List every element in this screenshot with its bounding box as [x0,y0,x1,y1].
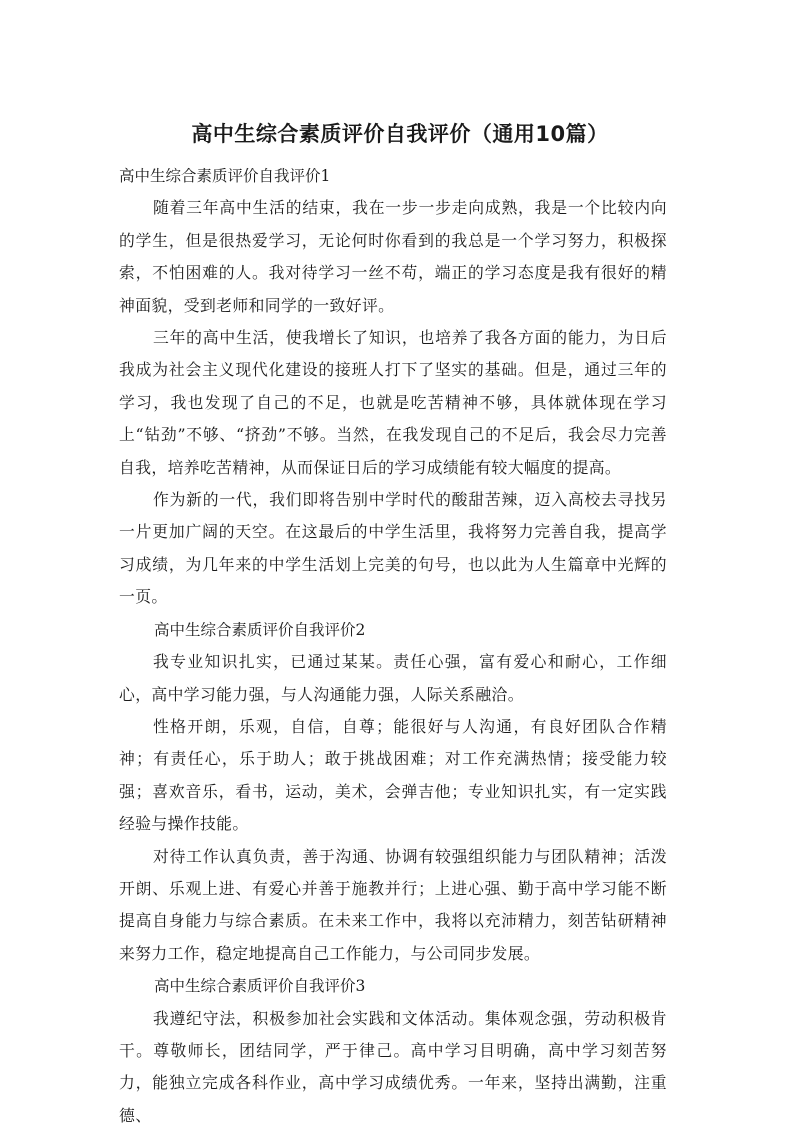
section-heading-1: 高中生综合素质评价自我评价1 [119,167,331,185]
section-3-paragraph-1: 我遵纪守法，积极参加社会实践和文体活动。集体观念强，劳动积极肯干。尊敬师长，团结同学，严于律己。高中学习目明确，高中学习刻苦努力，能独立完成各科作业，高中学习成绩优秀。一年来，坚持出满勤，注重德、 [119,1008,667,1125]
section-1-paragraph-1: 随着三年高中生活的结束，我在一步一步走向成熟，我是一个比较内向的学生，但是很热爱学习，无论何时你看到的我总是一个学习努力，积极探索，不怕困难的人。我对待学习一丝不苟，端正的学习态度是我有很好的精神面貌，受到老师和同学的一致好评。 [119,198,667,315]
section-2-paragraph-1: 我专业知识扎实，已通过某某。责任心强，富有爱心和耐心，工作细心，高中学习能力强，与人沟通能力强，人际关系融洽。 [119,652,667,704]
document-title: 高中生综合素质评价自我评价（通用10篇） [191,122,609,146]
section-heading-2: 高中生综合素质评价自我评价2 [154,620,366,639]
section-1-paragraph-2: 三年的高中生活，使我增长了知识，也培养了我各方面的能力，为日后我成为社会主义现代化建设的接班人打下了坚实的基础。但是，通过三年的学习，我也发现了自己的不足，也就是吃苦精神不够，具体就体现在学习上“钻劲”不够、“挤劲”不够。当然，在我发现自己的不足后，我会尽力完善自我，培养吃苦精神，从而保证日后的学习成绩能有较大幅度的提高。 [119,328,667,477]
section-1-paragraph-3: 作为新的一代，我们即将告别中学时代的酸甜苦辣，迈入高校去寻找另一片更加广阔的天空。在这最后的中学生活里，我将努力完善自我，提高学习成绩，为几年来的中学生活划上完美的句号，也以此为人生篇章中光辉的一页。 [119,490,667,607]
section-2-paragraph-2: 性格开朗，乐观，自信，自尊；能很好与人沟通，有良好团队合作精神；有责任心，乐于助人；敢于挑战困难；对工作充满热情；接受能力较强；喜欢音乐，看书，运动，美术，会弹吉他；专业知识扎实，有一定实践经验与操作技能。 [119,716,667,834]
section-2-paragraph-3: 对待工作认真负责，善于沟通、协调有较强组织能力与团队精神；活泼开朗、乐观上进、有爱心并善于施教并行；上进心强、勤于高中学习能不断提高自身能力与综合素质。在未来工作中，我将以充沛精力，刻苦钻研精神来努力工作，稳定地提高自己工作能力，与公司同步发展。 [119,846,667,963]
section-heading-3: 高中生综合素质评价自我评价3 [154,977,366,996]
document-body [119,160,667,1132]
